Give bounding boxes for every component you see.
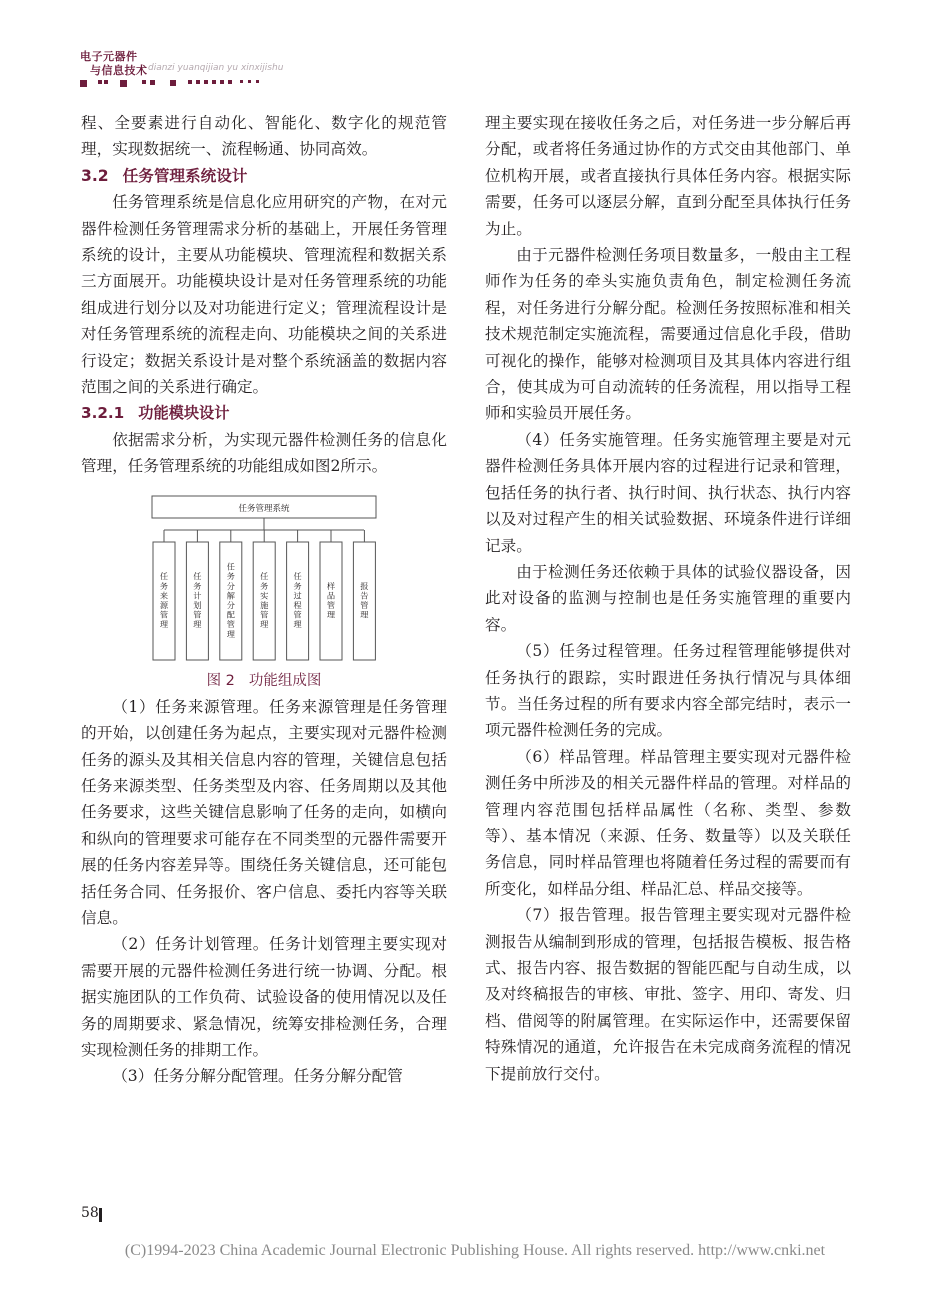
section-title: 任务管理系统设计: [122, 166, 248, 185]
module-label: 任务来源管理: [159, 570, 169, 629]
figure-caption: [81, 670, 447, 692]
page-number-bar: [99, 1208, 102, 1222]
paragraph: （4）任务实施管理。任务实施管理主要是对元器件检测任务具体开展内容的过程进行记录和管理，包括任务的执行者、执行时间、执行状态、执行内容以及对过程产生的相关试验数据、环境条件进行详细记录。: [485, 430, 851, 555]
paragraph: （6）样品管理。样品管理主要实现对元器件检测任务中所涉及的相关元器件样品的管理。对样品的管理内容范围包括样品属性（名称、类型、参数等）、基本情况（来源、任务、数量等）以及关联任务信息，同时样品管理也将随着任务过程的需要而有所变化，如样品分组、样品汇总、样品交接等。: [485, 747, 851, 898]
paragraph: 任务管理系统是信息化应用研究的产物，在对元器件检测任务管理需求分析的基础上，开展任务管理系统的设计，主要从功能模块、管理流程和数据关系三方面展开。功能模块设计是对任务管理系统的功能组成进行划分以及对功能进行定义；管理流程设计是对任务管理系统的流程走向、功能模块之间的关系进行设定；数据关系设计是对整个系统涵盖的数据内容范围之间的关系进行确定。: [81, 193, 447, 397]
journal-name-line2: 与信息技术: [90, 64, 148, 77]
figure-label: 图 2: [206, 672, 235, 689]
section-heading-3-2-1: [81, 400, 447, 426]
left-column: [81, 110, 447, 1090]
journal-name-line1: 电子元器件: [80, 50, 138, 63]
module-label: 任务计划管理: [193, 570, 202, 629]
module-label: 任务过程管理: [293, 570, 302, 629]
paragraph: （1）任务来源管理。任务来源管理是任务管理的开始，以创建任务为起点，主要实现对元器件检测任务的源头及其相关信息内容的管理，关键信息包括任务来源类型、任务类型及内容、任务周期以及其他任务要求，这些关键信息影响了任务的走向，如横向和纵向的管理要求可能存在不同类型的元器件需要开展的任务内容差异等。围绕任务关键信息，还可能包括任务合同、任务报价、客户信息、委托内容等关联信息。: [81, 697, 447, 927]
paragraph: 理主要实现在接收任务之后，对任务进一步分解后再分配，或者将任务通过协作的方式交由其他部门、单位机构开展，或者直接执行具体任务内容。根据实际需要，任务可以逐层分解，直到分配至具体执行任务为止。: [485, 114, 851, 238]
module-label: 样品管理: [326, 580, 336, 620]
journal-header: [80, 48, 340, 94]
copyright-notice: (C)1994-2023 China Academic Journal Electronic Publishing House. All rights reserved. http://www.cnki.net: [124, 1242, 826, 1259]
paragraph: 由于检测任务还依赖于具体的试验仪器设备，因此对设备的监测与控制也是任务实施管理的重要内容。: [485, 562, 851, 634]
paragraph: （5）任务过程管理。任务过程管理能够提供对任务执行的跟踪，实时跟进任务执行情况与具体细节。当任务过程的所有要求内容全部完结时，表示一项元器件检测任务的完成。: [485, 642, 851, 740]
module-label: 报告管理: [360, 580, 369, 620]
module-label: 任务分解分配管理: [226, 561, 235, 639]
right-column: [485, 110, 851, 1087]
paragraph: 由于元器件检测任务项目数量多，一般由主工程师作为任务的牵头实施负责角色，制定检测任务流程，对任务进行分解分配。检测任务按照标准和相关技术规范制定实施流程，需要通过信息化手段，借助可视化的操作，能够对检测项目及其具体内容进行组合，使其成为可自动流转的任务流程，用以指导工程师和实验员开展任务。: [485, 246, 851, 423]
paragraph: （7）报告管理。报告管理主要实现对元器件检测报告从编制到形成的管理，包括报告模板、报告格式、报告内容、报告数据的智能匹配与自动生成，以及对终稿报告的审核、审批、签字、用印、寄发、归档、借阅等的附属管理。在实际运作中，还需要保留特殊情况的通道，允许报告在未完成商务流程的情况下提前放行交付。: [485, 906, 851, 1083]
paragraph: （2）任务计划管理。任务计划管理主要实现对需要开展的元器件检测任务进行统一协调、分配。根据实施团队的工作负荷、试验设备的使用情况以及任务的周期要求、紧急情况，统筹安排检测任务，合理实现检测任务的排期工作。: [81, 935, 447, 1059]
paragraph: 依据需求分析，为实现元器件检测任务的信息化管理，任务管理系统的功能组成如图2所示。: [81, 430, 447, 476]
journal-pinyin: dianzi yuanqijian yu xinxijishu: [148, 63, 284, 73]
section-number: 3.2.1: [81, 404, 125, 423]
figure-2-diagram: [81, 492, 447, 672]
figure-title: 功能组成图: [248, 672, 322, 689]
paragraph: （3）任务分解分配管理。任务分解分配管: [112, 1067, 403, 1086]
section-heading-3-2: [81, 163, 447, 189]
section-title: 功能模块设计: [138, 404, 230, 423]
page-number: 58: [81, 1205, 99, 1221]
root-label: 任务管理系统: [238, 503, 290, 514]
module-label: 任务实施管理: [260, 570, 269, 629]
paragraph: 程、全要素进行自动化、智能化、数字化的规范管理，实现数据统一、流程畅通、协同高效。: [81, 114, 447, 159]
section-number: 3.2: [81, 166, 109, 185]
